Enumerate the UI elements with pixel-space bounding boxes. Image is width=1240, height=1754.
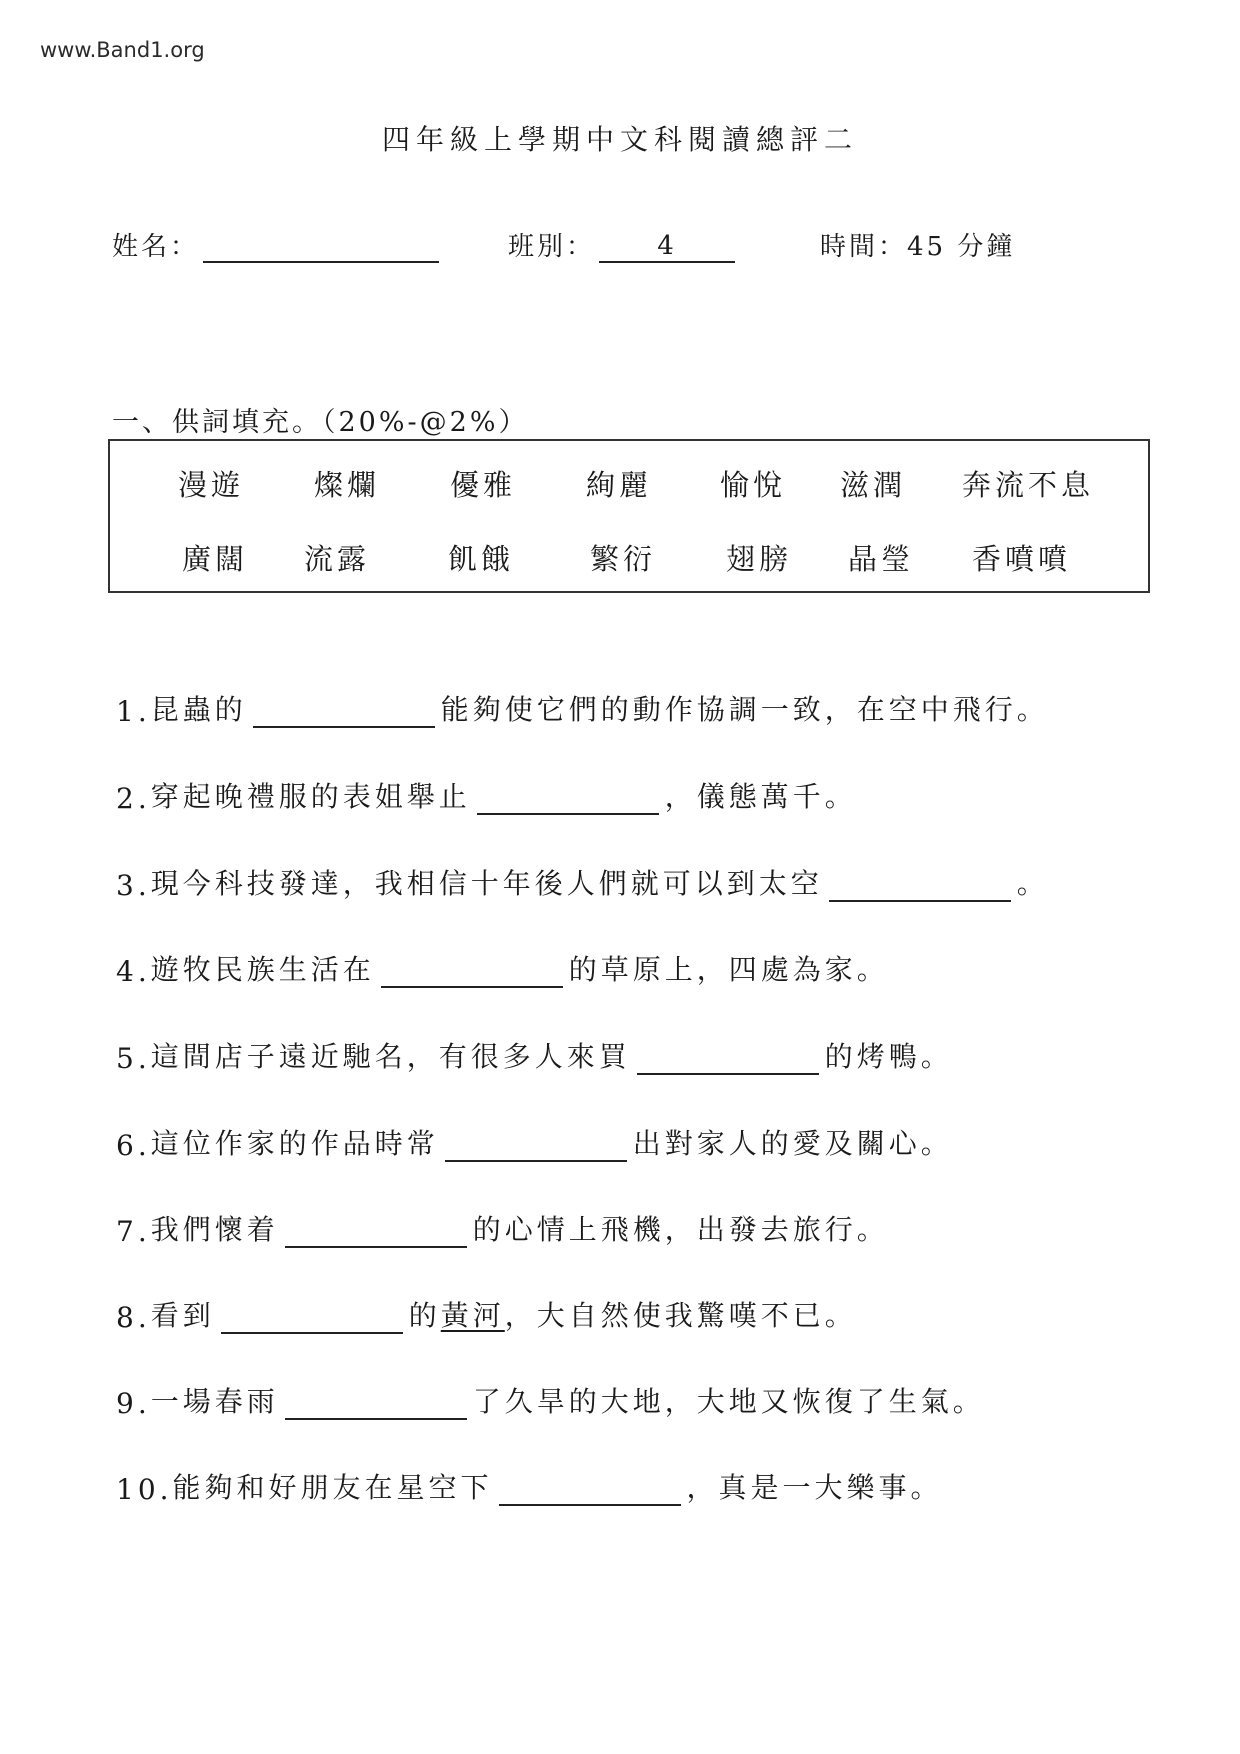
question-text-before: 昆蟲的 [150, 693, 247, 726]
question-text-after: 。 [1016, 867, 1049, 900]
question-number: 4. [116, 955, 151, 988]
class-label: 班別： [508, 232, 596, 262]
question-text-before: 這位作家的作品時常 [150, 1127, 439, 1160]
watermark: www.Band1.org [40, 38, 205, 62]
question-text-after: 出對家人的愛及關心。 [632, 1127, 953, 1160]
answer-blank[interactable] [285, 1390, 467, 1420]
question-number: 10. [116, 1473, 173, 1506]
word-bank-item: 晶瑩 [848, 542, 915, 576]
word-bank-item: 香噴噴 [972, 542, 1072, 576]
question-text-after: 的心情上飛機，出發去旅行。 [472, 1213, 889, 1246]
answer-blank[interactable] [499, 1476, 681, 1506]
answer-blank[interactable] [285, 1218, 467, 1248]
question-text-before: 一場春雨 [150, 1385, 279, 1418]
question-text-after: 能夠使它們的動作協調一致，在空中飛行。 [440, 693, 1049, 726]
question-6 [116, 1122, 953, 1162]
word-bank-item: 燦爛 [314, 468, 381, 502]
name-label: 姓名： [112, 232, 200, 262]
question-number: 2. [116, 782, 151, 815]
question-text-after-pre: 的 [408, 1299, 441, 1332]
question-text-after: ，真是一大樂事。 [686, 1471, 943, 1504]
question-10 [116, 1466, 943, 1506]
word-bank-item: 滋潤 [840, 468, 907, 502]
question-number: 9. [116, 1387, 151, 1420]
page-title: 四年級上學期中文科閱讀總評二 [381, 123, 858, 156]
answer-blank[interactable] [253, 698, 435, 728]
question-7 [116, 1208, 889, 1248]
answer-blank[interactable] [637, 1045, 819, 1075]
question-text-after: ，大自然使我驚嘆不已。 [504, 1299, 857, 1332]
question-text-before: 遊牧民族生活在 [150, 953, 375, 986]
question-5 [116, 1035, 953, 1075]
class-field-group [508, 226, 735, 263]
answer-blank[interactable] [221, 1304, 403, 1334]
word-bank-item: 奔流不息 [962, 468, 1095, 502]
word-bank-box [108, 439, 1150, 593]
name-blank[interactable] [203, 231, 439, 263]
word-bank-item: 愉悅 [720, 468, 787, 502]
question-number: 7. [116, 1215, 151, 1248]
answer-blank[interactable] [445, 1132, 627, 1162]
question-9 [116, 1380, 985, 1420]
question-text-after: 了久旱的大地，大地又恢復了生氣。 [472, 1385, 985, 1418]
word-bank-item: 廣闊 [182, 542, 249, 576]
word-bank-item: 漫遊 [178, 468, 245, 502]
question-text-before: 現今科技發達，我相信十年後人們就可以到太空 [150, 867, 823, 900]
question-text-after: 的草原上，四處為家。 [568, 953, 889, 986]
word-bank-item: 優雅 [450, 468, 517, 502]
question-number: 3. [116, 869, 151, 902]
question-text-before: 穿起晚禮服的表姐舉止 [150, 780, 471, 813]
question-1 [116, 688, 1049, 728]
answer-blank[interactable] [477, 785, 659, 815]
time-info [820, 226, 1015, 263]
question-text-after: ，儀態萬千。 [664, 780, 857, 813]
question-text-before: 這間店子遠近馳名，有很多人來買 [150, 1040, 631, 1073]
name-field-group [112, 226, 439, 263]
question-3 [116, 862, 1049, 902]
question-text-after: 的烤鴨。 [824, 1040, 953, 1073]
question-4 [116, 948, 889, 988]
question-number: 6. [116, 1129, 151, 1162]
question-text-before: 我們懷着 [150, 1213, 279, 1246]
question-text-before: 能夠和好朋友在星空下 [172, 1471, 493, 1504]
answer-blank[interactable] [381, 958, 563, 988]
class-blank[interactable]: 4 [599, 231, 735, 263]
word-bank-item: 翅膀 [726, 542, 793, 576]
word-bank-item: 絢麗 [586, 468, 653, 502]
answer-blank[interactable] [829, 872, 1011, 902]
question-text-before: 看到 [150, 1299, 215, 1332]
section-heading: 一、供詞填充。（20%-@2%） [112, 407, 529, 438]
question-8 [116, 1294, 857, 1334]
word-bank-item: 飢餓 [448, 542, 515, 576]
question-number: 5. [116, 1042, 151, 1075]
word-bank-item: 流露 [304, 542, 371, 576]
proper-noun-underlined: 黃河 [440, 1299, 505, 1332]
question-number: 8. [116, 1301, 151, 1334]
word-bank-item: 繁衍 [590, 542, 657, 576]
question-number: 1. [116, 695, 151, 728]
time-label: 時間：45 分鐘 [820, 232, 1016, 262]
question-2 [116, 775, 857, 815]
